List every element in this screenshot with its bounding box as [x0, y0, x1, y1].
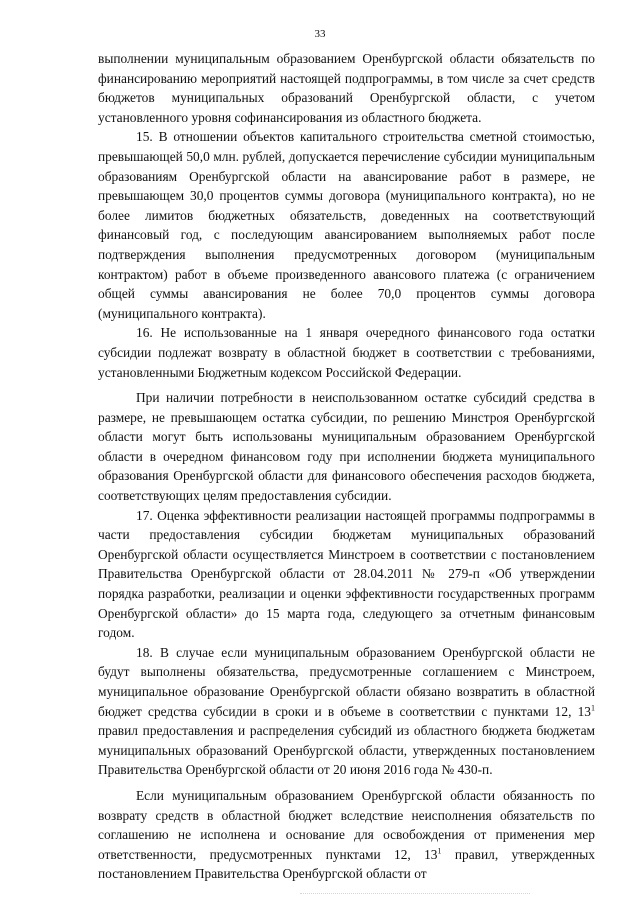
paragraph-refund-obligation [98, 786, 595, 884]
paragraph-item-18 [98, 643, 595, 780]
paragraph-refund-text-b: правил, утвержденных постановлением Правительства Оренбургской области от [98, 846, 596, 882]
paragraph-item-18-text-b: правил предоставления и распределения субсидий из областного бюджета бюджетам муниципальных образований Оренбургской области, утвержденных постановлением Правительства Оренбургской области от 20 июня 2016 года № 430-п. [98, 723, 595, 778]
paragraph-refund-superscript: 1 [437, 846, 442, 856]
paragraph-item-18-superscript: 1 [591, 703, 595, 713]
paragraph-item-16: 16. Не использованные на 1 января очередного финансового года остатки субсидии подлежат возврату в областной бюджет в соответствии с требованиями, установленными Бюджетным кодексом Российской Федерации. [98, 325, 595, 380]
document-body [98, 49, 595, 884]
paragraph-unused-balance: При наличии потребности в неиспользованном остатке субсидий средства в размере, не превышающем остатка субсидии, по решению Минстроя Оренбургской области могут быть использованы муниципальным образованием Оренбургской области в очередном финансовом году при исполнении бюджета муниципального образования Оренбургской области для финансового обеспечения расходов бюджета, соответствующих целям предоставления субсидии. [98, 390, 595, 504]
page-number: 33 [314, 28, 326, 40]
paragraph-refund-text-a: Если муниципальным образованием Оренбургской области обязанность по возврату средств в областной бюджет вследствие неисполнения обязательств по соглашению не исполнена и основание для освобождения от применения мер ответственности, предусмотренных пунктами 12, 13 [98, 787, 595, 862]
scan-artifact [300, 893, 530, 898]
paragraph-item-17: 17. Оценка эффективности реализации настоящей программы подпрограммы в части предоставления субсидии бюджетам муниципальных образований Оренбургской области осуществляется Минстроем в соответствии с постановлением Правительства Оренбургской области от 28.04.2011 № 279-п «Об утверждении порядка разработки, реализации и оценки эффективности государственных программ Оренбургской области» до 15 марта года, следующего за отчетным финансовым годом. [98, 507, 595, 641]
paragraph-continuation: выполнении муниципальным образованием Оренбургской области обязательств по финансированию мероприятий настоящей подпрограммы, в том числе за счет средств бюджетов муниципальных образований Оренбургской области, с учетом установленного уровня софинансирования из областного бюджета. [98, 51, 595, 125]
paragraph-item-15: 15. В отношении объектов капитального строительства сметной стоимостью, превышающей 50,0 млн. рублей, допускается перечисление субсидии муниципальным образованиям Оренбургской области на авансирование работ в размере, не превышающем 30,0 процентов суммы договора (муниципального контракта), но не более лимитов бюджетных обязательств, доведенных на соответствующий финансовый год, с последующим авансированием выполняемых работ после подтверждения выполнения предусмотренных договором (муниципальным контрактом) работ в объеме произведенного авансового платежа (с ограничением общей суммы авансирования не более 70,0 процентов суммы договора (муниципального контракта). [98, 129, 595, 321]
paragraph-item-18-text-a: 18. В случае если муниципальным образованием Оренбургской области не будут выполнены обязательства, предусмотренные соглашением с Минстроем, муниципальное образование Оренбургской области обязано возвратить в областной бюджет средства субсидии в сроки и в объеме в соответствии с пунктами 12, 13 [98, 644, 595, 719]
